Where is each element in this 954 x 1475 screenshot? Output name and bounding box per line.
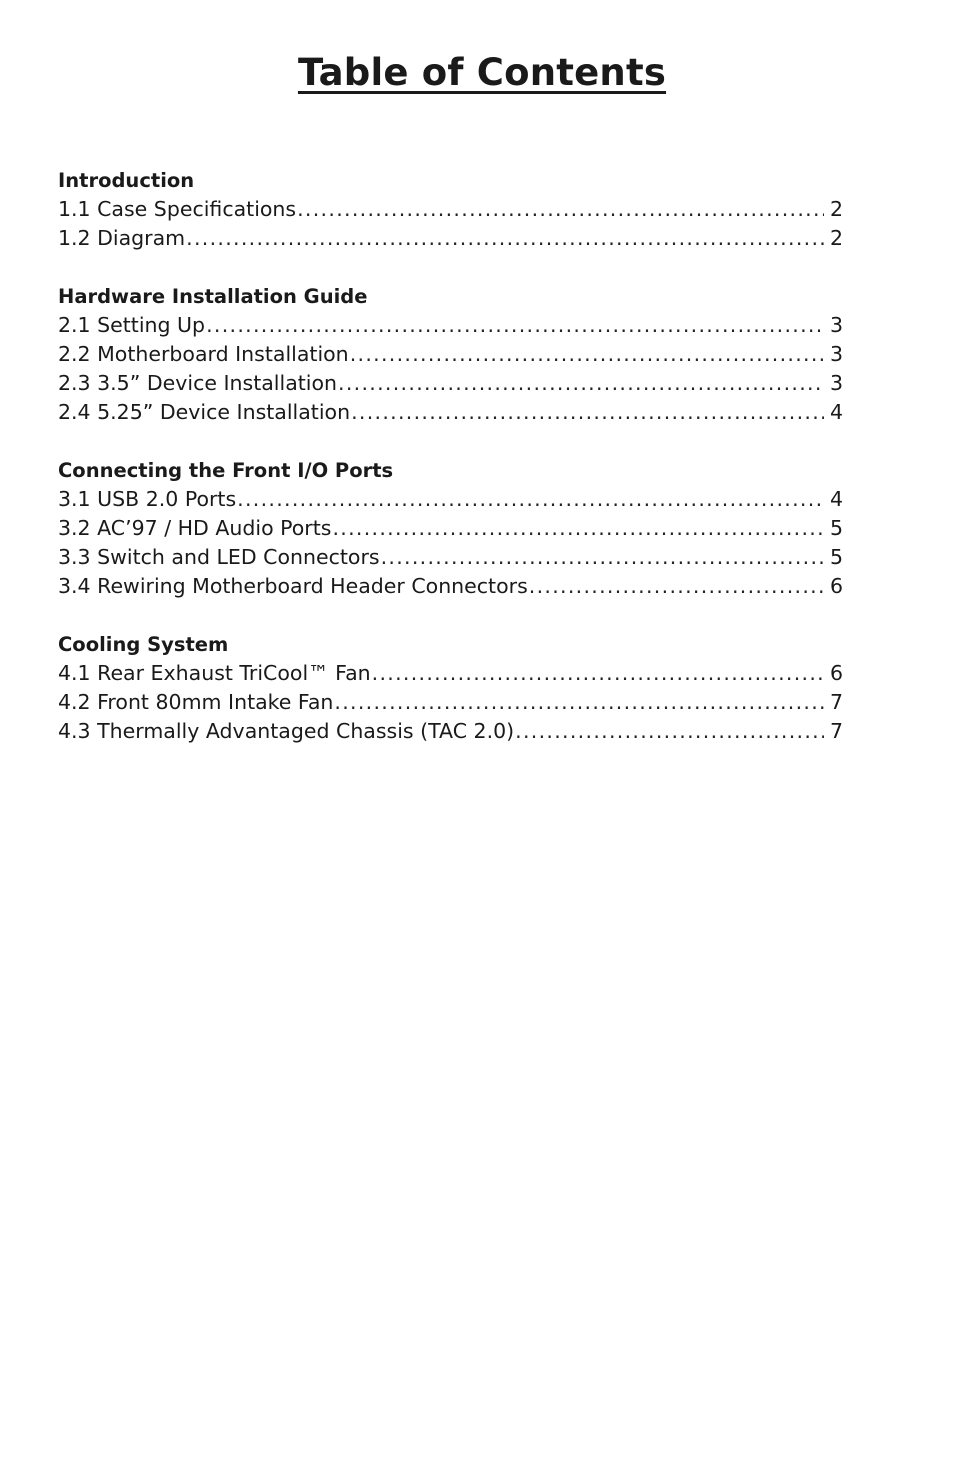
toc-entry-label: 1.1 Case Specifications <box>58 197 297 221</box>
toc-section-cooling-system <box>58 630 843 746</box>
dot-leader <box>515 717 824 746</box>
toc-entry[interactable] <box>58 572 843 601</box>
table-of-contents <box>58 166 843 775</box>
toc-entry[interactable] <box>58 195 843 224</box>
toc-section-hardware-installation <box>58 282 843 427</box>
toc-entry-page: 5 <box>829 516 843 540</box>
toc-entry[interactable] <box>58 514 843 543</box>
toc-entry-page: 2 <box>829 197 843 221</box>
toc-entry[interactable] <box>58 659 843 688</box>
dot-leader <box>186 224 824 253</box>
toc-entry[interactable] <box>58 311 843 340</box>
dot-leader <box>237 485 824 514</box>
toc-entry[interactable] <box>58 340 843 369</box>
toc-entry[interactable] <box>58 398 843 427</box>
dot-leader <box>381 543 824 572</box>
page-title-text: Table of Contents <box>297 51 667 94</box>
toc-entry-label: 1.2 Diagram <box>58 226 186 250</box>
toc-entry-label: 4.2 Front 80mm Intake Fan <box>58 690 334 714</box>
toc-entry-label: 2.3 3.5” Device Installation <box>58 371 338 395</box>
toc-entry-page: 3 <box>829 371 843 395</box>
page-title <box>0 48 954 98</box>
toc-entry[interactable] <box>58 369 843 398</box>
toc-entry-page: 7 <box>829 719 843 743</box>
toc-section-introduction <box>58 166 843 253</box>
dot-leader <box>372 659 824 688</box>
toc-entry-page: 6 <box>829 661 843 685</box>
toc-entry-label: 4.3 Thermally Advantaged Chassis (TAC 2.0) <box>58 719 515 743</box>
toc-entry[interactable] <box>58 717 843 746</box>
toc-entry-page: 7 <box>829 690 843 714</box>
dot-leader <box>350 340 824 369</box>
toc-entry-label: 2.4 5.25” Device Installation <box>58 400 351 424</box>
toc-entry-page: 6 <box>829 574 843 598</box>
toc-entry-page: 4 <box>829 400 843 424</box>
toc-entry-label: 3.2 AC’97 / HD Audio Ports <box>58 516 332 540</box>
toc-entry-label: 3.3 Switch and LED Connectors <box>58 545 380 569</box>
dot-leader <box>334 688 824 717</box>
section-heading: Introduction <box>58 169 195 192</box>
toc-entry-label: 3.4 Rewiring Motherboard Header Connectors <box>58 574 528 598</box>
dot-leader <box>332 514 823 543</box>
toc-entry-page: 4 <box>829 487 843 511</box>
toc-entry-page: 5 <box>829 545 843 569</box>
toc-entry-label: 3.1 USB 2.0 Ports <box>58 487 237 511</box>
dot-leader <box>338 369 824 398</box>
toc-entry-label: 4.1 Rear Exhaust TriCool™ Fan <box>58 661 371 685</box>
dot-leader <box>351 398 824 427</box>
toc-entry-page: 3 <box>829 313 843 337</box>
toc-section-front-io-ports <box>58 456 843 601</box>
toc-entry[interactable] <box>58 224 843 253</box>
section-heading: Cooling System <box>58 633 229 656</box>
toc-entry-label: 2.2 Motherboard Installation <box>58 342 349 366</box>
toc-entry-page: 2 <box>829 226 843 250</box>
dot-leader <box>206 311 824 340</box>
section-heading: Hardware Installation Guide <box>58 285 368 308</box>
dot-leader <box>297 195 824 224</box>
toc-entry-page: 3 <box>829 342 843 366</box>
toc-entry[interactable] <box>58 543 843 572</box>
toc-entry[interactable] <box>58 485 843 514</box>
toc-entry[interactable] <box>58 688 843 717</box>
dot-leader <box>529 572 824 601</box>
section-heading: Connecting the Front I/O Ports <box>58 459 394 482</box>
toc-entry-label: 2.1 Setting Up <box>58 313 206 337</box>
